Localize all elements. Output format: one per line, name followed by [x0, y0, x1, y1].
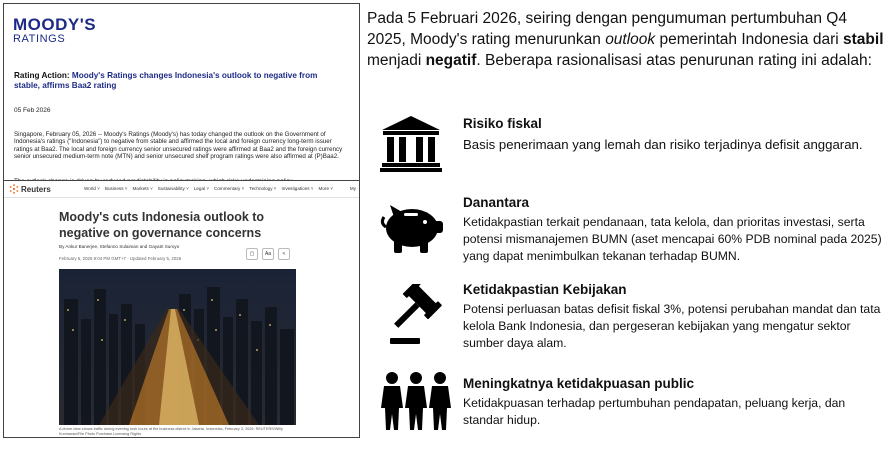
jakarta-night-photo — [59, 269, 296, 425]
gavel-icon — [386, 284, 444, 353]
moodys-logo-line2: RATINGS — [13, 33, 66, 45]
reuters-byline: By Ankur Banerjee, Stefanno Sulaiman and Gayatri Suroyo — [59, 244, 180, 249]
reuters-logo[interactable] — [9, 184, 51, 194]
moodys-screenshot — [3, 3, 360, 193]
reuters-nav-item[interactable]: Legal ˅ — [193, 186, 210, 191]
reason-title-danantara: Danantara — [463, 195, 530, 210]
reason-desc-policy: Potensi perluasan batas defisit fiskal 3%, potensi perubahan mandat dan tata kelola Bank Indonesia, dan pergeseran kebijakan yang mengatur sektor sumber daya alam. — [463, 302, 881, 350]
bookmark-button[interactable]: ▢ — [246, 248, 258, 260]
moodys-logo-line1: MOODY'S — [13, 15, 97, 34]
intro-text-3: menjadi — [367, 52, 426, 69]
reuters-nav-item[interactable]: Investigations ˅ — [281, 186, 314, 191]
moodys-logo — [13, 16, 96, 46]
intro-text-1: Pada 5 Februari 2026, seiring dengan pengumuman pertumbuhan Q4 2025, Moody's rating menurunkan — [367, 10, 847, 48]
intro-text-2: pemerintah Indonesia dari — [655, 31, 844, 48]
intro-stabil: stabil — [843, 31, 884, 48]
reuters-nav-item[interactable]: World ˅ — [84, 186, 100, 191]
reuters-nav-my[interactable]: My — [349, 186, 356, 191]
reason-item-fiscal — [380, 116, 890, 176]
reason-item-public — [380, 376, 890, 431]
rating-action-prefix: Rating Action: — [14, 71, 70, 80]
bank-building-icon — [380, 116, 442, 177]
moodys-body-paragraph-1: Singapore, February 05, 2026 -- Moody's Ratings (Moody's) has today changed the outlook on the Government of Indonesia's ratings ("Indonesia") to negative from stable and affirmed the local and foreign currency long-term issuer ratings at Baa2. The local and foreign currency senior unsecured ratings were affirmed at Baa2 and the foreign currency senior unsecured medium-term note (MTN) and senior unsecured shelf program ratings were also affirmed at (P)Baa2. — [14, 131, 343, 161]
share-button[interactable]: < — [278, 248, 290, 260]
reuters-nav-item[interactable]: Markets ˅ — [132, 186, 153, 191]
reason-item-policy — [380, 282, 890, 352]
reuters-nav-item[interactable]: Technology ˅ — [249, 186, 277, 191]
reuters-screenshot — [3, 180, 360, 438]
reuters-article-tools — [246, 248, 290, 260]
reason-desc-danantara: Ketidakpastian terkait pendanaan, tata kelola, dan prioritas investasi, serta potensi mismanajemen BUMN (aset mencapai 60% PDB nominal pada 2025) yang dapat menimbulkan tekanan terhadap BUMN. — [463, 215, 882, 263]
reuters-nav-item[interactable]: Business ˅ — [104, 186, 128, 191]
rating-action-heading — [14, 71, 344, 91]
reuters-nav-menu — [84, 186, 333, 191]
piggy-bank-icon — [380, 201, 446, 260]
intro-paragraph — [367, 8, 887, 71]
reuters-headline: Moody's cuts Indonesia outlook to negative on governance concerns — [59, 210, 265, 240]
reason-item-danantara — [380, 195, 890, 265]
text-size-button[interactable]: Aa — [262, 248, 274, 260]
reuters-dots-icon — [9, 184, 19, 194]
reason-title-public: Meningkatnya ketidakpuasan public — [463, 376, 695, 391]
photo-caption: A drone view shows traffic during evening rush hours at the business district in Jakarta, Indonesia, February 3, 2026. REUTERS/Willy Kurniawan/File Photo Purchase Licensing Rights — [59, 427, 283, 436]
intro-outlook: outlook — [605, 31, 656, 48]
reuters-nav-item[interactable]: Commentary ˅ — [214, 186, 245, 191]
intro-negatif: negatif — [425, 52, 477, 69]
reuters-nav-item[interactable]: Sustainability ˅ — [157, 186, 189, 191]
reason-title-fiscal: Risiko fiskal — [463, 116, 542, 131]
reason-desc-fiscal: Basis penerimaan yang lemah dan risiko terjadinya defisit anggaran. — [463, 137, 863, 152]
reason-title-policy: Ketidakpastian Kebijakan — [463, 282, 627, 297]
people-group-icon — [380, 370, 452, 437]
reuters-nav-item[interactable]: More ˅ — [318, 186, 333, 191]
reuters-brand-label: Reuters — [21, 184, 51, 194]
reuters-nav-bar — [4, 181, 359, 198]
rating-action-title[interactable]: Moody's Ratings changes Indonesia's outlook to negative from stable, affirms Baa2 rating — [14, 71, 318, 90]
reason-desc-public: Ketidakpuasan terhadap pertumbuhan pendapatan, peluang kerja, dan standar hidup. — [463, 396, 846, 427]
reuters-dateline: February 5, 2026 9:04 PM GMT+7 · Updated February 5, 2026 — [59, 256, 182, 261]
intro-text-4: . Beberapa rasionalisasi atas penurunan rating ini adalah: — [476, 52, 872, 69]
moodys-date: 05 Feb 2026 — [14, 107, 51, 114]
